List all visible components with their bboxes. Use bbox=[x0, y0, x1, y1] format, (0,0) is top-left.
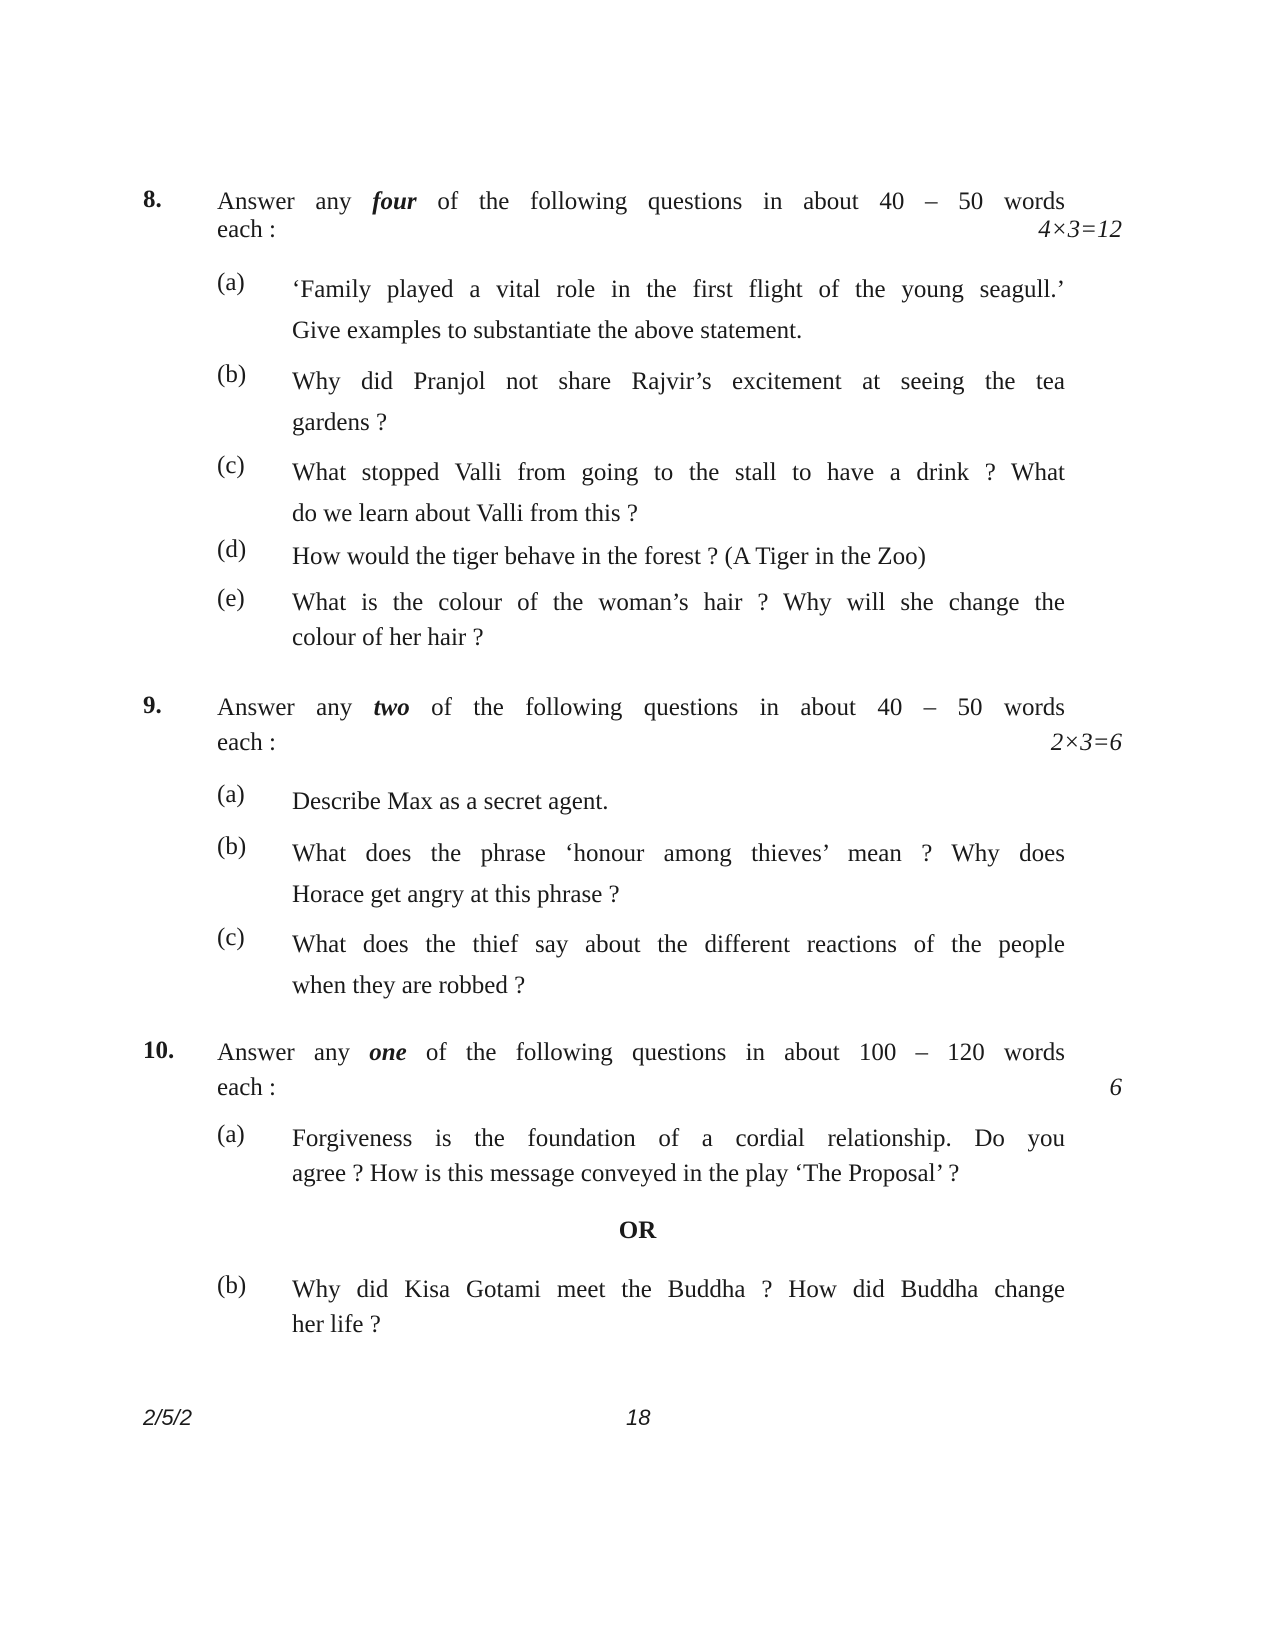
part-label: (a) bbox=[217, 1121, 245, 1148]
question-stem: Answer any four of the following questions in about 40 – 50 words bbox=[217, 188, 1065, 215]
part-label: (a) bbox=[217, 781, 245, 808]
part-text: How would the tiger behave in the forest ? (A Tiger in the Zoo) bbox=[292, 543, 926, 570]
question-stem: Answer any one of the following questions in about 100 – 120 words bbox=[217, 1039, 1066, 1066]
marks: 2×3=6 bbox=[1050, 729, 1122, 756]
question-stem-line2: each : bbox=[217, 1074, 276, 1101]
emphasis-word: one bbox=[369, 1039, 407, 1066]
emphasis-word: two bbox=[373, 694, 410, 721]
marks: 6 bbox=[1109, 1074, 1122, 1101]
question-number: 10. bbox=[143, 1037, 175, 1064]
part-text: Why did Kisa Gotami meet the Buddha ? How did Buddha change her life ? bbox=[292, 1276, 1065, 1338]
question-stem: Answer any two of the following questions in about 40 – 50 words bbox=[217, 694, 1066, 721]
question-number: 9. bbox=[143, 692, 162, 719]
part-text: What stopped Valli from going to the stall to have a drink ? What do we learn about Valli from this ? bbox=[292, 459, 1065, 527]
part-label: (c) bbox=[217, 452, 245, 479]
part-text: ‘Family played a vital role in the first flight of the young seagull.’ Give examples to substantiate the above statement. bbox=[292, 276, 1065, 344]
emphasis-word: four bbox=[372, 188, 417, 215]
part-label: (e) bbox=[217, 585, 245, 612]
question-number: 8. bbox=[143, 186, 162, 213]
question-stem-line2: each : bbox=[217, 216, 276, 243]
part-text: Forgiveness is the foundation of a cordial relationship. Do you agree ? How is this message conveyed in the play ‘The Proposal’ ? bbox=[292, 1125, 1065, 1187]
part-label: (a) bbox=[217, 269, 245, 296]
part-text: Why did Pranjol not share Rajvir’s excitement at seeing the tea gardens ? bbox=[292, 368, 1065, 436]
or-separator: OR bbox=[618, 1217, 657, 1244]
paper-code: 2/5/2 bbox=[143, 1405, 192, 1430]
part-text: What does the phrase ‘honour among thieves’ mean ? Why does Horace get angry at this phrase ? bbox=[292, 840, 1065, 908]
part-text: What does the thief say about the different reactions of the people when they are robbed ? bbox=[292, 931, 1065, 999]
part-text: What is the colour of the woman’s hair ? Why will she change the colour of her hair ? bbox=[292, 589, 1065, 651]
part-label: (b) bbox=[217, 833, 247, 860]
question-stem-line2: each : bbox=[217, 729, 276, 756]
part-label: (b) bbox=[217, 361, 247, 388]
part-label: (d) bbox=[217, 536, 247, 563]
part-label: (b) bbox=[217, 1272, 247, 1299]
marks: 4×3=12 bbox=[1038, 216, 1122, 243]
part-label: (c) bbox=[217, 924, 245, 951]
part-text: Describe Max as a secret agent. bbox=[292, 788, 609, 815]
page-number: 18 bbox=[626, 1405, 651, 1430]
